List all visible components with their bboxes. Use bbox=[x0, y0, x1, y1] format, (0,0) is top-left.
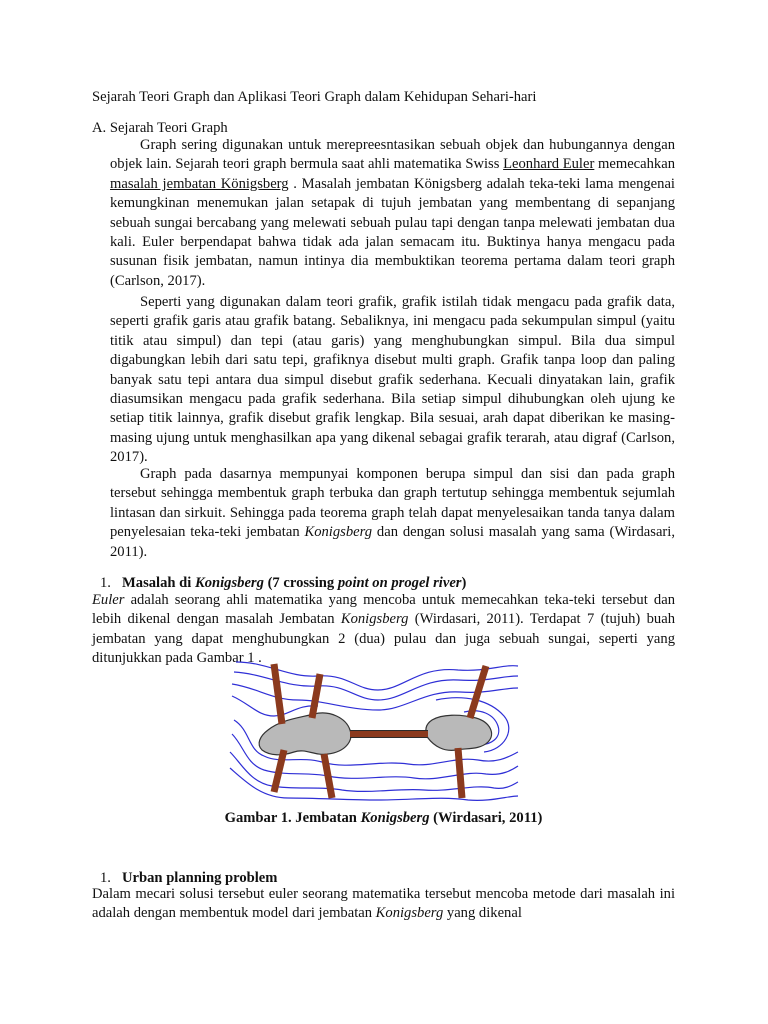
west-island bbox=[259, 713, 351, 755]
paragraph-3: Graph pada dasarnya mempunyai komponen berupa simpul dan sisi dan pada graph tersebut sehingga membentuk graph terbuka dan graph tertutup sehingga membentuk sejumlah lintasan dan sirkuit. Sehingga pada teorema graph telah dapat menyelesaikan tanda tanya dalam penyelesaian teka-teki jembatan Konigsberg dan dengan solusi masalah yang sama (Wirdasari, 2011). bbox=[110, 466, 675, 560]
link-leonhard-euler[interactable]: Leonhard Euler bbox=[503, 156, 595, 173]
river-line bbox=[232, 696, 318, 716]
link-masalah-jembatan[interactable]: masalah jembatan Königsberg bbox=[110, 175, 289, 192]
numbered-heading-1: 1. Masalah di Konigsberg (7 crossing point on progel river) bbox=[100, 575, 467, 591]
bridge bbox=[274, 750, 284, 792]
paragraph-1: Graph sering digunakan untuk merepreesntasikan sebuah objek dan hubungannya dengan objek lain. Sejarah teori graph bermula saat ahli matematika Swiss Leonhard Euler memecahkan masalah jembatan Königsberg . Masalah jembatan Königsberg adalah teka-teki lama mengenai kemungkinan menemukan jalan setapak di tujuh jembatan yang membentang di sepanjang sebuah sungai bercabang yang melewati sebuah pulau tapi dengan tanpa melewati jembatan dua kali. Euler berpendapat bahwa tidak ada jalan semacam itu. Buktinya hanya mengacu pada susunan fisik jembatan, namun intinya dia membuktikan teorema pertama dalam teori graph (Carlson, 2017). bbox=[110, 137, 675, 289]
bridge bbox=[312, 674, 320, 718]
bridge bbox=[458, 748, 462, 798]
document-title: Sejarah Teori Graph dan Aplikasi Teori Graph dalam Kehidupan Sehari-hari bbox=[92, 89, 537, 105]
figure-caption: Gambar 1. Jembatan Konigsberg (Wirdasari, 2011) bbox=[224, 810, 543, 826]
paragraph-2: Seperti yang digunakan dalam teori grafik, grafik istilah tidak mengacu pada grafik data, seperti grafik garis atau grafik batang. Sebaliknya, ini mengacu pada sekumpulan simpul (yaitu titik atau simpul) dan tepi (atau garis) yang menghubungkan simpul. Bila dua simpul digabungkan lebih dari satu tepi, grafiknya disebut multi graph. Grafik tanpa loop dan paling banyak satu tepi antara dua simpul disebut grafik sederhana. Kecuali dinyatakan lain, grafik diasumsikan mengacu pada grafik sederhana. Bila setiap simpul dihubungkan oleh ujung ke setiap titik lainnya, grafik disebut grafik lengkap. Bila sesuai, arah dapat diberikan ke masing-masing ujung untuk menghasilkan apa yang dikenal sebagai grafik terarah, atau digraf (Carlson, 2017). bbox=[110, 294, 675, 466]
section-heading-a: A. Sejarah Teori Graph bbox=[92, 120, 228, 136]
paragraph-urban-planning: Dalam mecari solusi tersebut euler seorang matematika tersebut mencoba metode dari masalah ini adalah dengan membentuk model dari jembatan Konigsberg yang dikenal bbox=[92, 886, 675, 922]
paragraph-euler: Euler adalah seorang ahli matematika yang mencoba untuk memecahkan teka-teki tersebut dan lebih dikenal dengan masalah Jembatan Konigsberg (Wirdasari, 2011). Terdapat 7 (tujuh) buah jembatan yang dapat menghubungkan 2 (dua) pulau dan juga sebuah sungai, seperti yang ditunjukkan pada Gambar 1 . bbox=[92, 592, 675, 667]
konigsberg-bridges-figure bbox=[228, 660, 520, 802]
east-island bbox=[426, 715, 492, 750]
numbered-heading-urban-planning: 1. Urban planning problem bbox=[100, 870, 278, 886]
bridge bbox=[324, 754, 332, 798]
bridge bbox=[274, 664, 282, 724]
